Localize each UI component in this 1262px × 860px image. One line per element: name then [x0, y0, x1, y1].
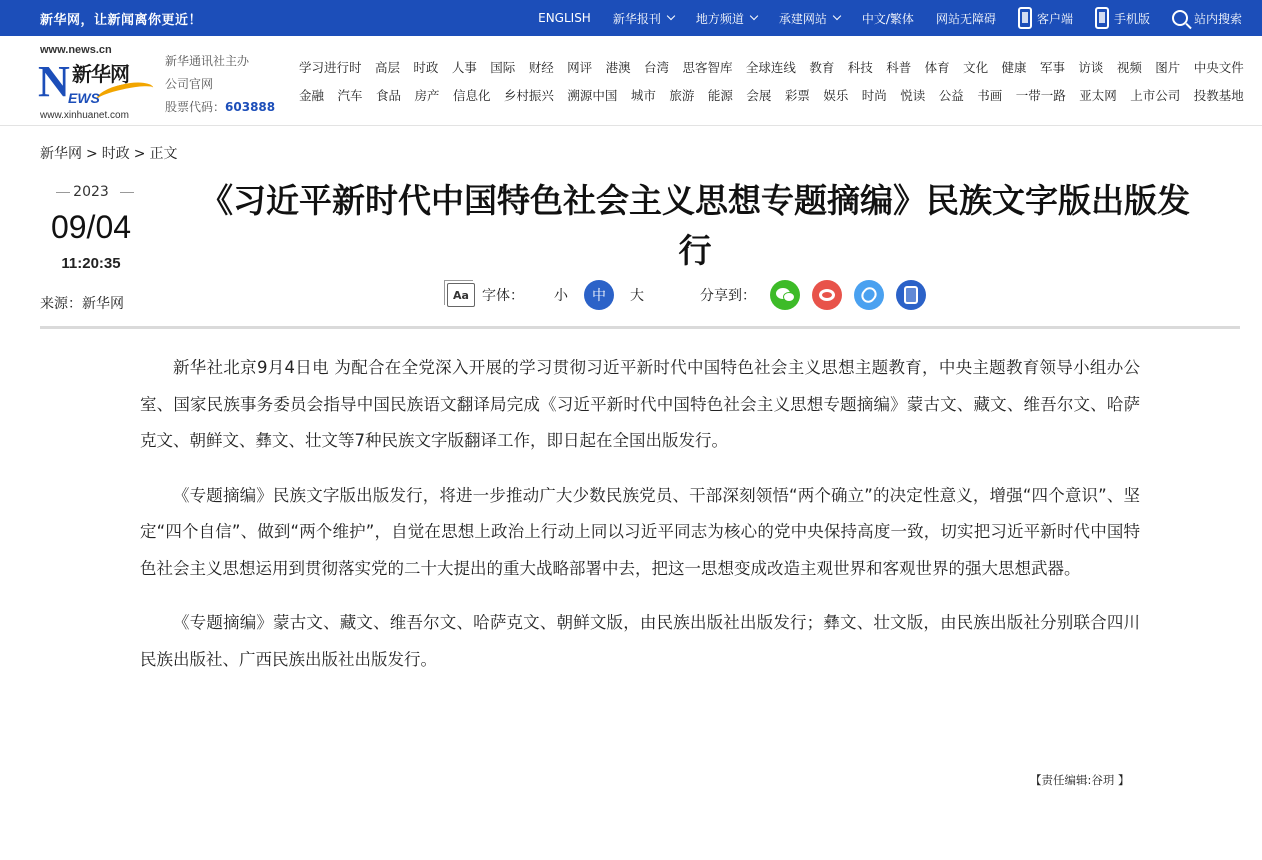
channel-link[interactable]: 体育	[924, 60, 950, 75]
channel-nav-row-2	[299, 84, 1244, 112]
channel-link[interactable]: 网评	[567, 60, 593, 75]
channel-link[interactable]: 视频	[1116, 60, 1142, 75]
search-icon	[1172, 10, 1188, 26]
hosted-sites-dropdown[interactable]: 承建网站	[779, 10, 840, 27]
channel-nav-row-1	[299, 56, 1244, 84]
app-icon	[1018, 7, 1032, 29]
channel-link[interactable]: 悦读	[900, 88, 926, 103]
language-toggle[interactable]: 中文/繁体	[861, 11, 914, 26]
channel-link[interactable]: 科普	[886, 60, 912, 75]
site-slogan: 新华网，让新闻离你更近！	[40, 13, 203, 28]
channel-link[interactable]: 思客智库	[682, 60, 733, 75]
channel-link[interactable]: 书画	[977, 88, 1003, 103]
stock-code: 603888	[225, 100, 276, 114]
font-medium-button[interactable]: 中	[584, 280, 614, 310]
channel-link[interactable]: 国际	[490, 60, 516, 75]
article-source: 来源：新华网	[40, 296, 124, 312]
channel-link[interactable]: 学习进行时	[299, 60, 362, 75]
header-info: 新华通讯社主办 公司官网 股票代码：603888	[165, 54, 276, 114]
publish-year: 2023	[40, 180, 142, 204]
chevron-down-icon	[833, 12, 841, 20]
channel-link[interactable]: 乡村振兴	[503, 88, 554, 103]
publish-month-day: 09/04	[50, 209, 132, 245]
font-label: 字体：	[482, 288, 524, 304]
channel-link[interactable]: 中央文件	[1193, 60, 1244, 75]
article-body	[140, 350, 1140, 696]
channel-link[interactable]: 投教基地	[1193, 88, 1244, 103]
site-header	[0, 36, 1262, 126]
mobile-share-icon[interactable]	[896, 280, 926, 310]
title-divider	[40, 326, 1240, 329]
weibo-share-icon[interactable]	[812, 280, 842, 310]
english-link[interactable]: ENGLISH	[538, 11, 591, 25]
mobile-version-link[interactable]: 手机版	[1095, 7, 1150, 29]
breadcrumb: 新华网 > 时政 > 正文	[40, 146, 178, 162]
channel-link[interactable]: 彩票	[784, 88, 810, 103]
accessibility-link[interactable]: 网站无障碍	[935, 11, 996, 26]
phone-icon	[1095, 7, 1109, 29]
channel-link[interactable]: 全球连线	[745, 60, 796, 75]
channel-link[interactable]: 信息化	[452, 88, 491, 103]
site-search-button[interactable]: 站内搜索	[1172, 10, 1242, 27]
font-small-button[interactable]: 小	[554, 288, 568, 304]
channel-link[interactable]: 溯源中国	[567, 88, 618, 103]
link-share-icon[interactable]	[854, 280, 884, 310]
publish-time: 11:20:35	[61, 255, 121, 272]
top-bar	[0, 0, 1262, 36]
font-size-icon: Aa	[447, 283, 475, 307]
channel-link[interactable]: 城市	[630, 88, 656, 103]
breadcrumb-current: 正文	[149, 146, 178, 162]
channel-nav	[299, 56, 1244, 112]
breadcrumb-section[interactable]: 时政	[101, 146, 130, 162]
channel-link[interactable]: 时政	[413, 60, 439, 75]
newspaper-dropdown[interactable]: 新华报刊	[613, 10, 674, 27]
channel-link[interactable]: 人事	[451, 60, 477, 75]
channel-link[interactable]: 会展	[746, 88, 772, 103]
article-title: 《习近平新时代中国特色社会主义思想专题摘编》民族文字版出版发行	[200, 181, 1190, 270]
channel-link[interactable]: 教育	[809, 60, 835, 75]
channel-link[interactable]: 文化	[963, 60, 989, 75]
channel-link[interactable]: 时尚	[861, 88, 887, 103]
channel-link[interactable]: 上市公司	[1130, 88, 1181, 103]
channel-link[interactable]: 图片	[1155, 60, 1181, 75]
channel-link[interactable]: 公益	[938, 88, 964, 103]
channel-link[interactable]: 汽车	[337, 88, 363, 103]
channel-link[interactable]: 娱乐	[823, 88, 849, 103]
top-links	[516, 0, 1242, 36]
breadcrumb-home[interactable]: 新华网	[40, 146, 82, 162]
xinhua-logo[interactable]: www.news.cn N 新华网 EWS www.xinhuanet.com	[38, 44, 156, 122]
channel-link[interactable]: 能源	[707, 88, 733, 103]
channel-link[interactable]: 健康	[1001, 60, 1027, 75]
channel-link[interactable]: 访谈	[1078, 60, 1104, 75]
responsible-editor: 【责任编辑:谷玥 】	[1030, 773, 1130, 787]
channel-link[interactable]: 港澳	[605, 60, 631, 75]
channel-link[interactable]: 旅游	[669, 88, 695, 103]
channel-link[interactable]: 军事	[1039, 60, 1065, 75]
article-paragraph: 新华社北京9月4日电 为配合在全党深入开展的学习贯彻习近平新时代中国特色社会主义思想主题教育，中央主题教育领导小组办公室、国家民族事务委员会指导中国民族语文翻译局完成《习近平新时代中国特色社会主义思想专题摘编》蒙古文、藏文、维吾尔文、哈萨克文、朝鲜文、彝文、壮文等7种民族文字版翻译工作，即日起在全国出版发行。	[140, 358, 1140, 450]
local-channel-dropdown[interactable]: 地方频道	[696, 10, 757, 27]
channel-link[interactable]: 科技	[847, 60, 873, 75]
channel-link[interactable]: 一带一路	[1015, 88, 1066, 103]
client-app-link[interactable]: 客户端	[1018, 7, 1073, 29]
channel-link[interactable]: 亚太网	[1079, 88, 1117, 103]
share-label: 分享到：	[700, 288, 756, 304]
wechat-share-icon[interactable]	[770, 280, 800, 310]
chevron-down-icon	[667, 12, 675, 20]
chevron-down-icon	[750, 12, 758, 20]
channel-link[interactable]: 房产	[414, 88, 440, 103]
article-tools	[447, 279, 938, 311]
publish-date	[40, 180, 142, 278]
article-paragraph: 《专题摘编》民族文字版出版发行，将进一步推动广大少数民族党员、干部深刻领悟“两个确立”的决定性意义，增强“四个意识”、坚定“四个自信”、做到“两个维护”，自觉在思想上政治上行动上同以习近平同志为核心的党中央保持高度一致，切实把习近平新时代中国特色社会主义思想运用到贯彻落实党的二十大提出的重大战略部署中去，把这一思想变成改造主观世界和客观世界的强大思想武器。	[140, 485, 1140, 578]
channel-link[interactable]: 台湾	[644, 60, 670, 75]
channel-link[interactable]: 金融	[299, 88, 325, 103]
font-large-button[interactable]: 大	[630, 288, 644, 304]
article-paragraph: 《专题摘编》蒙古文、藏文、维吾尔文、哈萨克文、朝鲜文版，由民族出版社出版发行；彝文、壮文版，由民族出版社分别联合四川民族出版社、广西民族出版社出版发行。	[140, 613, 1140, 669]
channel-link[interactable]: 食品	[375, 88, 401, 103]
channel-link[interactable]: 财经	[528, 60, 554, 75]
channel-link[interactable]: 高层	[374, 60, 400, 75]
